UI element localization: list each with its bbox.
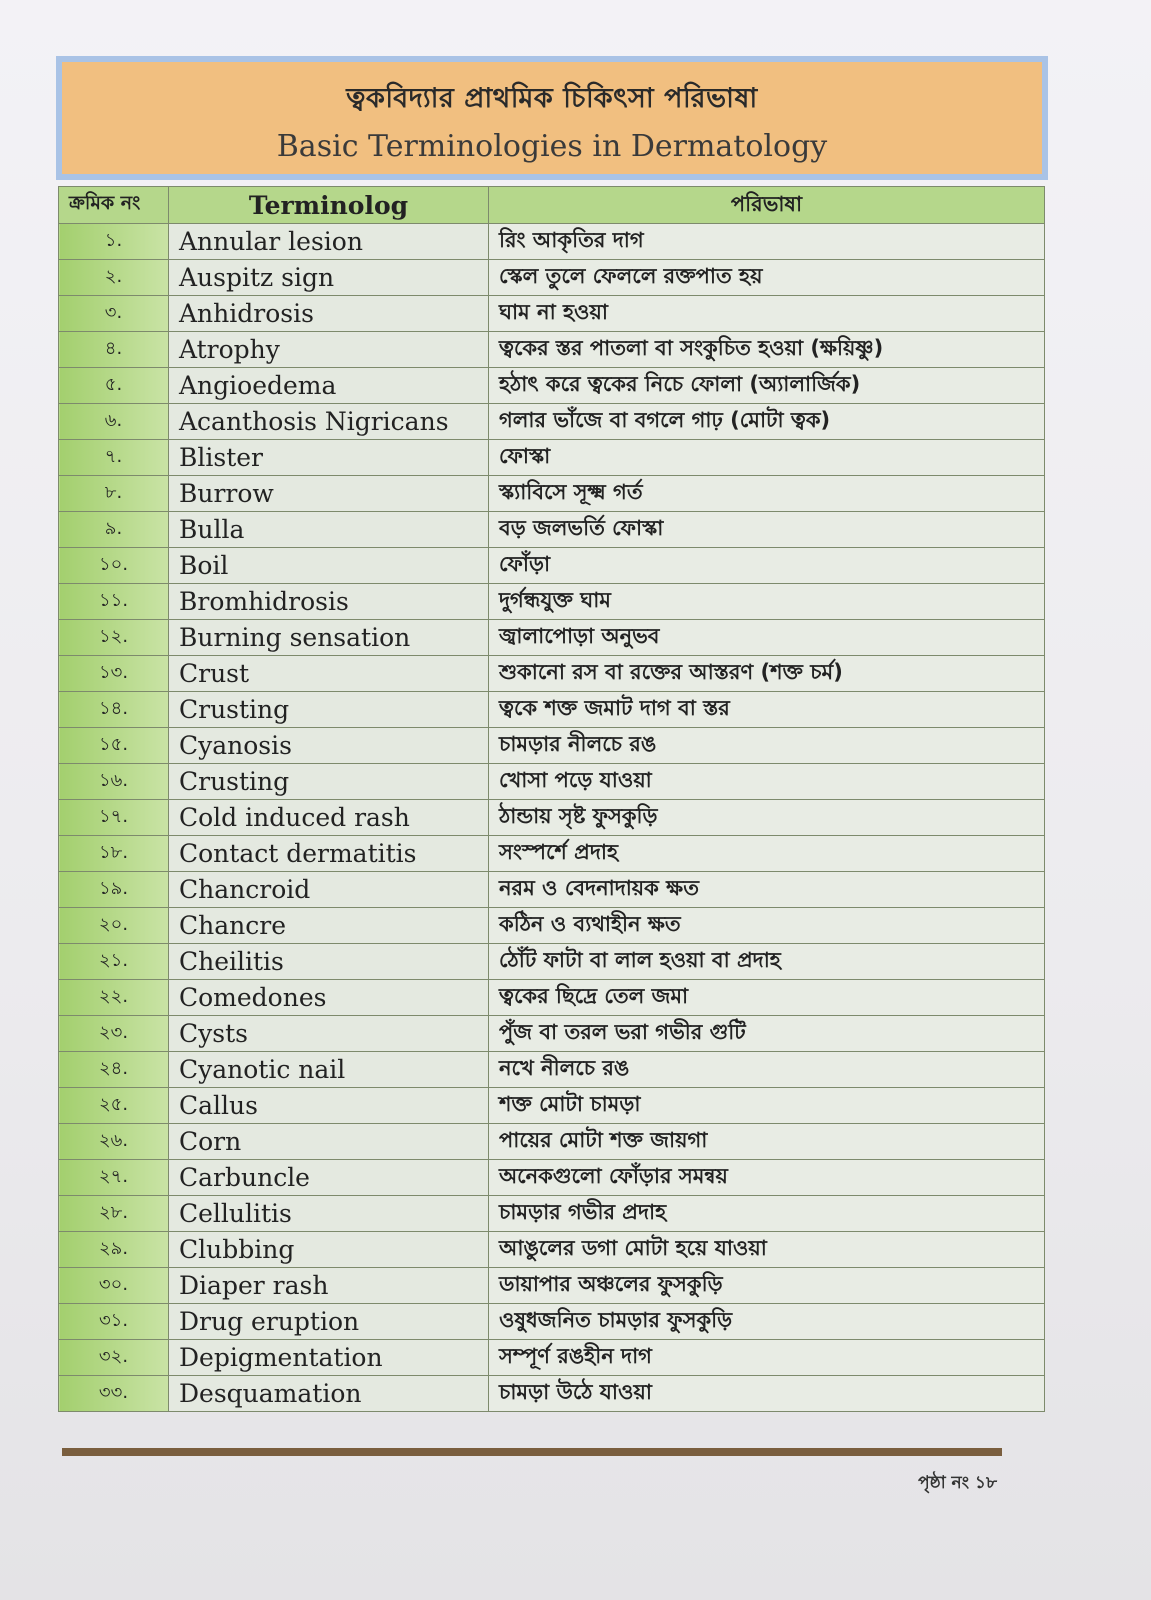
table-row [59,872,1045,908]
row-term: Contact dermatitis [169,836,489,872]
row-meaning: সম্পূর্ণ রঙহীন দাগ [489,1340,1045,1376]
row-meaning: ঠোঁট ফাটা বা লাল হওয়া বা প্রদাহ [489,944,1045,980]
table-row [59,1376,1045,1412]
footer-divider [62,1448,1002,1456]
row-term: Comedones [169,980,489,1016]
row-serial-number: ১৫. [59,728,169,764]
row-serial-number: ১০. [59,548,169,584]
row-meaning: ত্বকের ছিদ্রে তেল জমা [489,980,1045,1016]
row-term: Chancroid [169,872,489,908]
table-row [59,944,1045,980]
row-meaning: চামড়ার গভীর প্রদাহ [489,1196,1045,1232]
row-term: Chancre [169,908,489,944]
row-meaning: ঘাম না হওয়া [489,296,1045,332]
row-meaning: অনেকগুলো ফোঁড়ার সমন্বয় [489,1160,1045,1196]
row-serial-number: ১. [59,224,169,260]
row-meaning: নখে নীলচে রঙ [489,1052,1045,1088]
row-serial-number: ১৩. [59,656,169,692]
row-serial-number: ৩৩. [59,1376,169,1412]
row-term: Angioedema [169,368,489,404]
header-meaning: পরিভাষা [489,187,1045,224]
page-number: পৃষ্ঠা নং ১৮ [918,1473,997,1493]
row-serial-number: ২৩. [59,1016,169,1052]
row-serial-number: ৭. [59,440,169,476]
row-term: Annular lesion [169,224,489,260]
row-term: Crust [169,656,489,692]
row-meaning: রিং আকৃতির দাগ [489,224,1045,260]
table-row [59,1304,1045,1340]
table-row [59,728,1045,764]
table-row [59,296,1045,332]
table-row [59,656,1045,692]
row-meaning: ওষুধজনিত চামড়ার ফুসকুড়ি [489,1304,1045,1340]
row-term: Cyanotic nail [169,1052,489,1088]
row-serial-number: ১৯. [59,872,169,908]
row-term: Callus [169,1088,489,1124]
table-row [59,1268,1045,1304]
row-meaning: স্কেল তুলে ফেললে রক্তপাত হয় [489,260,1045,296]
row-serial-number: ১২. [59,620,169,656]
row-serial-number: ১৮. [59,836,169,872]
row-serial-number: ২৬. [59,1124,169,1160]
row-serial-number: ২৫. [59,1088,169,1124]
row-term: Diaper rash [169,1268,489,1304]
row-serial-number: ৪. [59,332,169,368]
row-meaning: চামড়ার নীলচে রঙ [489,728,1045,764]
row-serial-number: ১১. [59,584,169,620]
table-row [59,836,1045,872]
row-meaning: গলার ভাঁজে বা বগলে গাঢ় (মোটা ত্বক) [489,404,1045,440]
row-meaning: খোসা পড়ে যাওয়া [489,764,1045,800]
table-body [59,224,1045,1412]
row-meaning: হঠাৎ করে ত্বকের নিচে ফোলা (অ্যালার্জিক) [489,368,1045,404]
row-term: Atrophy [169,332,489,368]
row-meaning: নরম ও বেদনাদায়ক ক্ষত [489,872,1045,908]
table-row [59,1052,1045,1088]
row-serial-number: ৩০. [59,1268,169,1304]
row-serial-number: ২. [59,260,169,296]
row-term: Depigmentation [169,1340,489,1376]
table-row [59,620,1045,656]
row-meaning: সংস্পর্শে প্রদাহ [489,836,1045,872]
table-row [59,1340,1045,1376]
row-term: Burrow [169,476,489,512]
table-row [59,476,1045,512]
table-row [59,260,1045,296]
row-serial-number: ২৯. [59,1232,169,1268]
row-meaning: দুর্গন্ধযুক্ত ঘাম [489,584,1045,620]
table-row [59,332,1045,368]
table-row [59,692,1045,728]
row-serial-number: ৯. [59,512,169,548]
row-meaning: স্ক্যাবিসে সূক্ষ্ম গর্ত [489,476,1045,512]
row-serial-number: ৮. [59,476,169,512]
table-row [59,512,1045,548]
row-serial-number: ২৭. [59,1160,169,1196]
row-term: Corn [169,1124,489,1160]
row-meaning: ঠান্ডায় সৃষ্ট ফুসকুড়ি [489,800,1045,836]
table-row [59,1124,1045,1160]
table-header-row [59,187,1045,224]
header-serial-number: ক্রমিক নং [59,187,169,224]
row-term: Cheilitis [169,944,489,980]
table-row [59,908,1045,944]
row-term: Drug eruption [169,1304,489,1340]
row-term: Cyanosis [169,728,489,764]
row-meaning: ত্বকে শক্ত জমাট দাগ বা স্তর [489,692,1045,728]
row-meaning: পুঁজ বা তরল ভরা গভীর গুটি [489,1016,1045,1052]
title-english: Basic Terminologies in Dermatology [276,129,828,164]
table-row [59,1088,1045,1124]
row-meaning: জ্বালাপোড়া অনুভব [489,620,1045,656]
row-term: Carbuncle [169,1160,489,1196]
row-serial-number: ২৪. [59,1052,169,1088]
row-term: Cysts [169,1016,489,1052]
row-meaning: ফোঁড়া [489,548,1045,584]
table-row [59,548,1045,584]
table-row [59,800,1045,836]
table-row [59,1160,1045,1196]
row-term: Cellulitis [169,1196,489,1232]
row-term: Acanthosis Nigricans [169,404,489,440]
row-meaning: পায়ের মোটা শক্ত জায়গা [489,1124,1045,1160]
row-term: Crusting [169,764,489,800]
row-meaning: চামড়া উঠে যাওয়া [489,1376,1045,1412]
row-term: Anhidrosis [169,296,489,332]
table-row [59,368,1045,404]
row-meaning: ত্বকের স্তর পাতলা বা সংকুচিত হওয়া (ক্ষয়িষ্ণু) [489,332,1045,368]
row-serial-number: ১৪. [59,692,169,728]
table-row [59,1196,1045,1232]
row-term: Burning sensation [169,620,489,656]
row-serial-number: ৫. [59,368,169,404]
row-meaning: কঠিন ও ব্যথাহীন ক্ষত [489,908,1045,944]
title-banner [56,56,1048,180]
row-term: Blister [169,440,489,476]
row-term: Crusting [169,692,489,728]
row-meaning: ফোস্কা [489,440,1045,476]
terminology-table [58,186,1045,1412]
row-meaning: শক্ত মোটা চামড়া [489,1088,1045,1124]
row-serial-number: ২২. [59,980,169,1016]
table-row [59,224,1045,260]
table-row [59,584,1045,620]
row-term: Cold induced rash [169,800,489,836]
row-serial-number: ১৭. [59,800,169,836]
row-meaning: ডায়াপার অঞ্চলের ফুসকুড়ি [489,1268,1045,1304]
row-term: Clubbing [169,1232,489,1268]
row-serial-number: ২৮. [59,1196,169,1232]
row-term: Auspitz sign [169,260,489,296]
table-row [59,1232,1045,1268]
row-term: Boil [169,548,489,584]
header-terminology: Terminolog [169,187,489,224]
row-serial-number: ৩. [59,296,169,332]
row-serial-number: ৩১. [59,1304,169,1340]
row-serial-number: ৬. [59,404,169,440]
row-serial-number: ১৬. [59,764,169,800]
row-serial-number: ২১. [59,944,169,980]
row-term: Bulla [169,512,489,548]
title-bengali: ত্বকবিদ্যার প্রাথমিক চিকিৎসা পরিভাষা [346,83,758,114]
table-row [59,764,1045,800]
row-meaning: শুকানো রস বা রক্তের আস্তরণ (শক্ত চর্ম) [489,656,1045,692]
table-row [59,404,1045,440]
row-serial-number: ২০. [59,908,169,944]
row-meaning: বড় জলভর্তি ফোস্কা [489,512,1045,548]
row-serial-number: ৩২. [59,1340,169,1376]
row-meaning: আঙুলের ডগা মোটা হয়ে যাওয়া [489,1232,1045,1268]
table-row [59,980,1045,1016]
row-term: Desquamation [169,1376,489,1412]
table-row [59,1016,1045,1052]
table-row [59,440,1045,476]
row-term: Bromhidrosis [169,584,489,620]
